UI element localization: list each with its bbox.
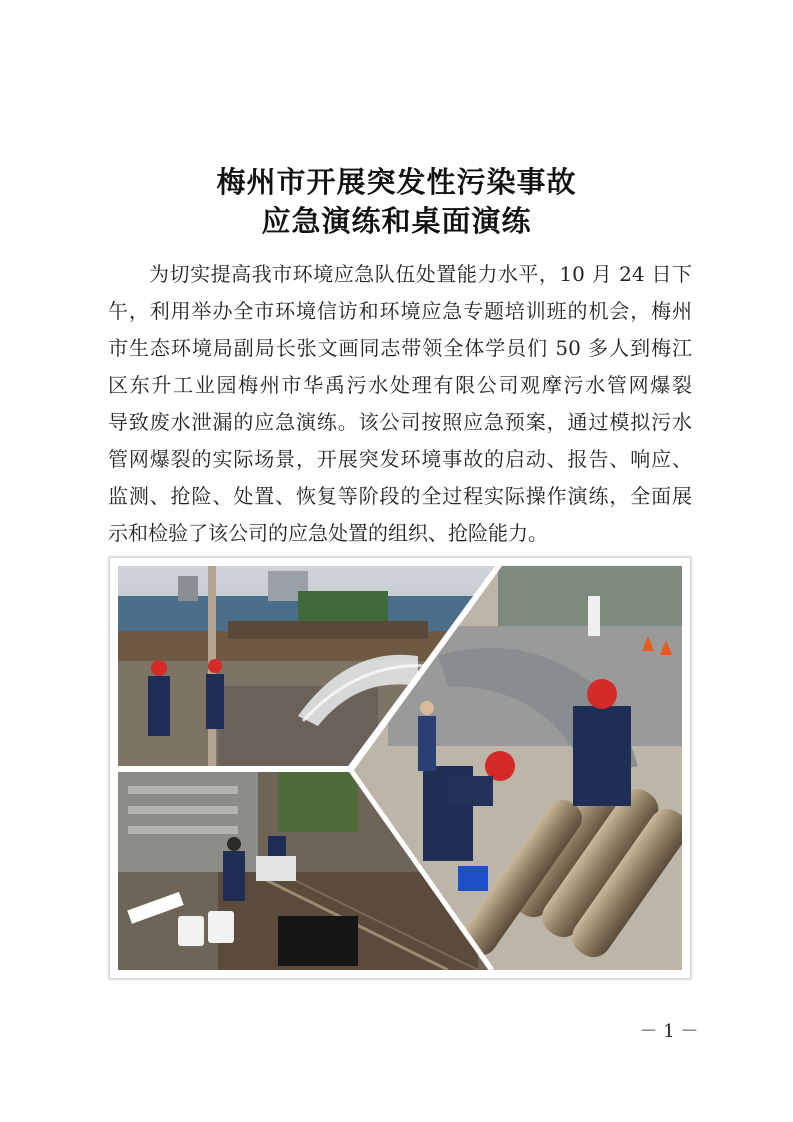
paragraph-line: 管网爆裂的实际场景，开展突发环境事故的启动、报告、响应、 (108, 447, 692, 471)
paragraph-line: 市生态环境局副局长张文画同志带领全体学员们 50 多人到梅江 (108, 336, 692, 360)
drill-photo-collage (109, 557, 691, 979)
document-title-line-2: 应急演练和桌面演练 (261, 204, 532, 238)
document-title-line-1: 梅州市开展突发性污染事故 (216, 165, 577, 199)
paragraph-line: 区东升工业园梅州市华禹污水处理有限公司观摩污水管网爆裂 (108, 373, 692, 397)
page-number: － 1 － (639, 1021, 699, 1042)
paragraph-line: 监测、抢险、处置、恢复等阶段的全过程实际操作演练，全面展 (108, 484, 692, 508)
paragraph-line: 午，利用举办全市环境信访和环境应急专题培训班的机会，梅州 (108, 299, 692, 323)
collage-image (118, 566, 682, 970)
paragraph-line: 为切实提高我市环境应急队伍处置能力水平，10 月 24 日下 (108, 262, 692, 286)
paragraph-line: 示和检验了该公司的应急处置的组织、抢险能力。 (108, 521, 548, 545)
body-paragraph (108, 256, 692, 552)
paragraph-line: 导致废水泄漏的应急演练。该公司按照应急预案，通过模拟污水 (108, 410, 692, 434)
